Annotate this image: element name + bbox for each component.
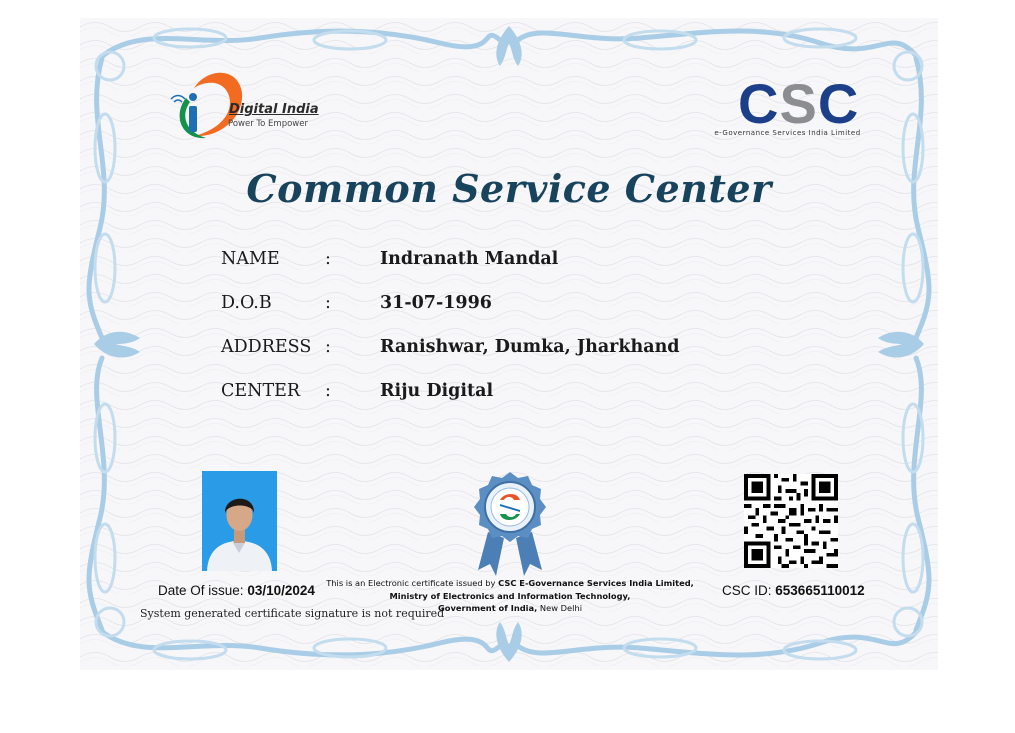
issuer-company: CSC E-Governance Services India Limited, — [498, 578, 694, 588]
digital-india-tagline: Power To Empower — [228, 119, 308, 129]
holder-photo — [202, 471, 277, 571]
digital-india-title: Digital India — [229, 102, 319, 117]
field-value: Indranath Mandal — [380, 249, 559, 269]
issuer-prefix: This is an Electronic certificate issued by — [326, 578, 496, 588]
field-value: Riju Digital — [380, 381, 494, 401]
csc-logo-letter: C — [738, 72, 780, 135]
field-colon: : — [325, 337, 331, 357]
date-of-issue — [158, 583, 315, 598]
certificate-heading: Common Service Center — [246, 166, 772, 211]
issuer-ministry: Ministry of Electronics and Information Technology, — [389, 590, 631, 601]
issuer-statement — [325, 577, 695, 615]
csc-logo-letter: C — [817, 72, 860, 135]
field-label: NAME — [221, 249, 280, 269]
csc-id-value: 653665110012 — [775, 583, 865, 598]
certificate — [80, 18, 938, 670]
issuer-city: New Delhi — [539, 603, 583, 613]
csc-logo-letter: S — [779, 72, 818, 135]
field-colon: : — [325, 381, 331, 401]
csc-seal-badge — [470, 470, 550, 580]
field-colon: : — [325, 249, 331, 269]
csc-id-label: CSC ID: — [722, 583, 772, 598]
field-value: Ranishwar, Dumka, Jharkhand — [380, 337, 680, 357]
qr-code — [744, 474, 838, 568]
person-silhouette-icon — [202, 471, 277, 571]
field-label: D.O.B — [221, 293, 272, 313]
csc-tagline: e-Governance Services India Limited — [714, 129, 861, 137]
date-of-issue-label: Date Of issue: — [158, 583, 244, 598]
system-generated-note: System generated certificate signature is not required — [140, 607, 445, 620]
field-value: 31-07-1996 — [380, 293, 492, 313]
field-label: ADDRESS — [221, 337, 312, 357]
issuer-government: Government of India, — [437, 603, 538, 613]
date-of-issue-value: 03/10/2024 — [247, 583, 315, 598]
csc-id — [722, 583, 865, 598]
field-colon: : — [325, 293, 331, 313]
field-label: CENTER — [221, 381, 301, 401]
